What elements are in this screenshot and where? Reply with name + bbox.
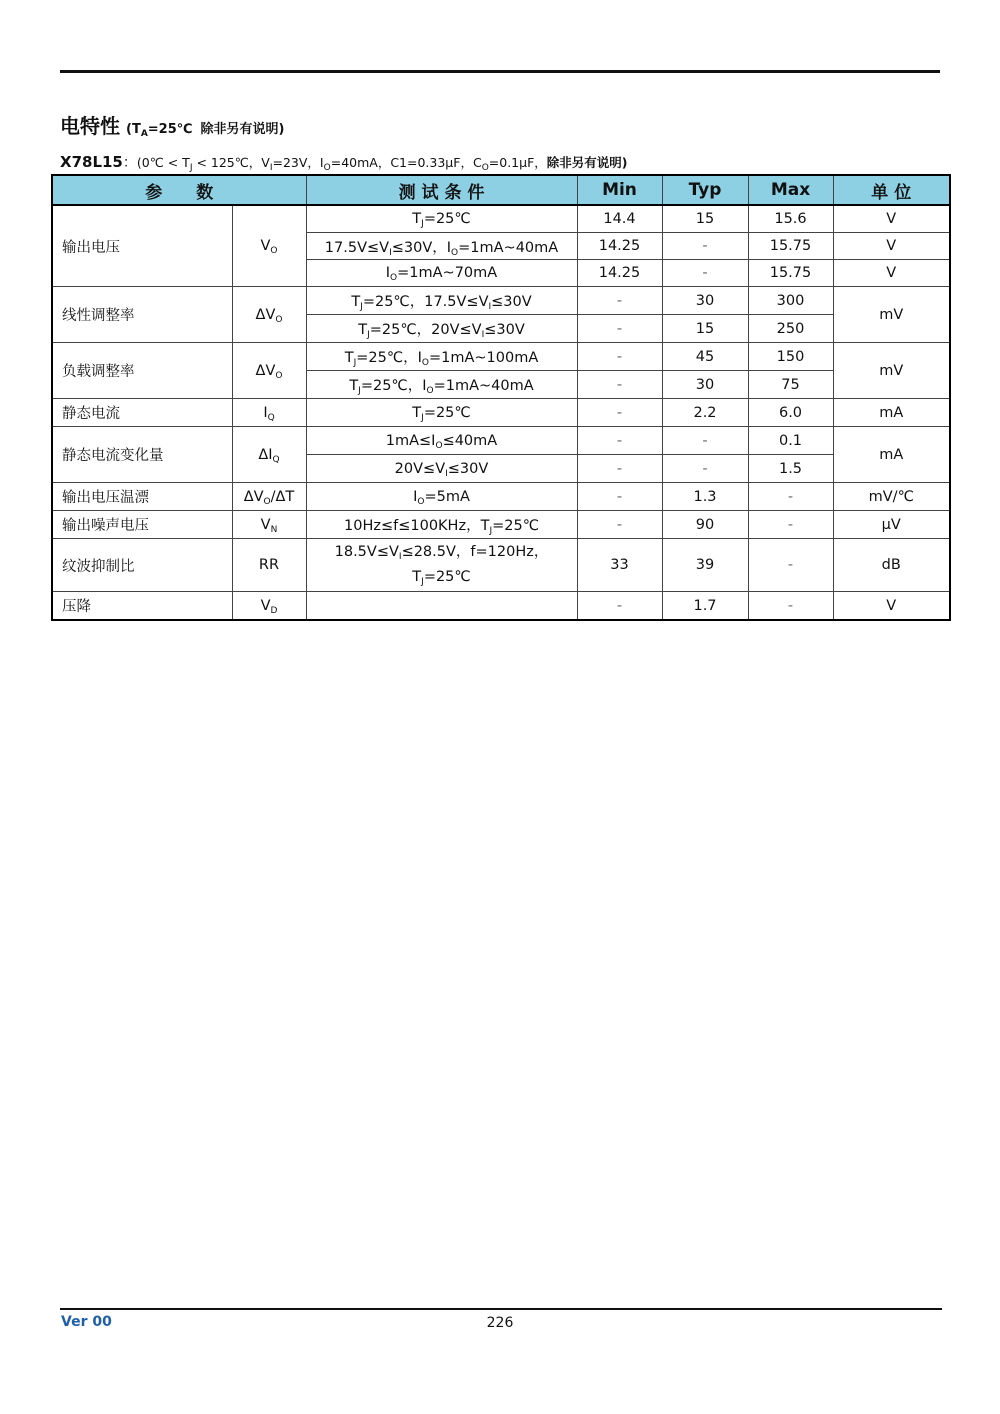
header-conditions: 测 试 条 件	[306, 175, 577, 205]
unit: V	[833, 233, 950, 260]
electrical-characteristics-table	[51, 174, 951, 621]
test-condition: $T_J=25℃$	[306, 399, 577, 427]
unit: V	[833, 592, 950, 621]
param-name: 线性调整率	[52, 287, 232, 343]
page-number: 226	[486, 1315, 514, 1331]
header-min: Min	[577, 175, 662, 205]
test-condition: 10Hz≤f≤100KHz，$T_J=25℃$	[306, 511, 577, 539]
max-value: 15.75	[748, 233, 833, 260]
test-condition: $T_J=25℃$，$I_O=1mA\sim 40mA$	[306, 371, 577, 399]
min-value: -	[577, 371, 662, 399]
test-condition: $T_J=25℃$	[306, 205, 577, 233]
typ-value: 45	[662, 343, 748, 371]
header-parameter: 参 数	[52, 175, 306, 205]
typ-value: 1.7	[662, 592, 748, 621]
unit: mV/℃	[833, 483, 950, 511]
test-conditions-line	[60, 152, 628, 172]
colon: ：	[122, 155, 137, 171]
param-name: 纹波抑制比	[52, 539, 232, 592]
param-symbol: RR	[232, 539, 306, 592]
min-value: -	[577, 343, 662, 371]
section-title	[60, 110, 284, 139]
table-header-row	[52, 175, 950, 205]
max-value: 15.75	[748, 260, 833, 287]
table-row	[52, 205, 950, 233]
param-symbol: $\Delta V_O$	[232, 343, 306, 399]
test-conditions: (0℃ < $T_J$ < 125℃，$V_I=23V$，$I_O=40mA$，C1=0.33μF，$C_O=0.1\mu F$，	[136, 155, 547, 173]
test-condition	[306, 592, 577, 621]
section-condition: ($T_A=25℃$	[126, 122, 193, 139]
test-condition: $20V\le V_I\le 30V$	[306, 455, 577, 483]
max-value: 150	[748, 343, 833, 371]
unit: V	[833, 260, 950, 287]
table-row	[52, 343, 950, 371]
test-condition: $1mA\le I_O\le 40mA$	[306, 427, 577, 455]
test-condition: $T_J=25℃$，$I_O=1mA\sim 100mA$	[306, 343, 577, 371]
test-condition: $I_O=1mA\sim 70mA$	[306, 260, 577, 287]
footer-version: Ver 00	[61, 1314, 112, 1330]
min-value: -	[577, 483, 662, 511]
header-typ: Typ	[662, 175, 748, 205]
min-value: 14.25	[577, 233, 662, 260]
min-value: 14.25	[577, 260, 662, 287]
max-value: 0.1	[748, 427, 833, 455]
unit: mV	[833, 343, 950, 399]
max-value: 75	[748, 371, 833, 399]
min-value: 14.4	[577, 205, 662, 233]
max-value: 250	[748, 315, 833, 343]
unit: mA	[833, 399, 950, 427]
min-value: 33	[577, 539, 662, 592]
typ-value: 30	[662, 287, 748, 315]
unit: V	[833, 205, 950, 233]
section-note: 除非另有说明)	[200, 122, 285, 137]
max-value: 1.5	[748, 455, 833, 483]
table-row	[52, 399, 950, 427]
test-condition: $I_O=5mA$	[306, 483, 577, 511]
param-name: 压降	[52, 592, 232, 621]
typ-value: 1.3	[662, 483, 748, 511]
typ-value: 39	[662, 539, 748, 592]
max-value: 6.0	[748, 399, 833, 427]
table-row	[52, 539, 950, 592]
param-symbol: $\Delta V_O/\Delta T$	[232, 483, 306, 511]
typ-value: 2.2	[662, 399, 748, 427]
test-condition: $18.5V\le V_I\le 28.5V$，f=120Hz， $T_J=25℃$	[306, 539, 577, 592]
typ-value: -	[662, 427, 748, 455]
test-condition: $T_J=25℃$，$20V\le V_I\le 30V$	[306, 315, 577, 343]
param-name: 负载调整率	[52, 343, 232, 399]
typ-value: 15	[662, 205, 748, 233]
min-value: -	[577, 511, 662, 539]
unit: dB	[833, 539, 950, 592]
max-value: -	[748, 511, 833, 539]
min-value: -	[577, 455, 662, 483]
param-name: 静态电流变化量	[52, 427, 232, 483]
typ-value: -	[662, 260, 748, 287]
table-row	[52, 287, 950, 315]
min-value: -	[577, 592, 662, 621]
param-name: 输出噪声电压	[52, 511, 232, 539]
max-value: 300	[748, 287, 833, 315]
min-value: -	[577, 427, 662, 455]
param-name: 静态电流	[52, 399, 232, 427]
test-conditions-note: 除非另有说明)	[546, 155, 628, 170]
typ-value: 30	[662, 371, 748, 399]
table-row	[52, 592, 950, 621]
param-name: 输出电压温漂	[52, 483, 232, 511]
unit: μV	[833, 511, 950, 539]
bottom-rule	[60, 1308, 942, 1310]
min-value: -	[577, 315, 662, 343]
min-value: -	[577, 399, 662, 427]
max-value: 15.6	[748, 205, 833, 233]
max-value: -	[748, 539, 833, 592]
table-row	[52, 427, 950, 455]
typ-value: -	[662, 455, 748, 483]
header-unit: 单 位	[833, 175, 950, 205]
param-symbol: $\Delta I_Q$	[232, 427, 306, 483]
header-max: Max	[748, 175, 833, 205]
param-symbol: $V_D$	[232, 592, 306, 621]
param-symbol: $V_N$	[232, 511, 306, 539]
unit: mA	[833, 427, 950, 483]
section-title-text: 电特性	[60, 114, 120, 138]
max-value: -	[748, 483, 833, 511]
param-symbol: $I_Q$	[232, 399, 306, 427]
param-symbol: $\Delta V_O$	[232, 287, 306, 343]
top-rule	[60, 70, 940, 73]
typ-value: 15	[662, 315, 748, 343]
table-row	[52, 483, 950, 511]
max-value: -	[748, 592, 833, 621]
test-condition: $T_J=25℃$，$17.5V\le V_I\le 30V$	[306, 287, 577, 315]
typ-value: 90	[662, 511, 748, 539]
unit: mV	[833, 287, 950, 343]
min-value: -	[577, 287, 662, 315]
param-name: 输出电压	[52, 205, 232, 287]
typ-value: -	[662, 233, 748, 260]
table-row	[52, 511, 950, 539]
model-number: X78L15	[60, 153, 123, 171]
test-condition: $17.5V\le V_I\le 30V$，$I_O=1mA\sim 40mA$	[306, 233, 577, 260]
param-symbol: $V_O$	[232, 205, 306, 287]
